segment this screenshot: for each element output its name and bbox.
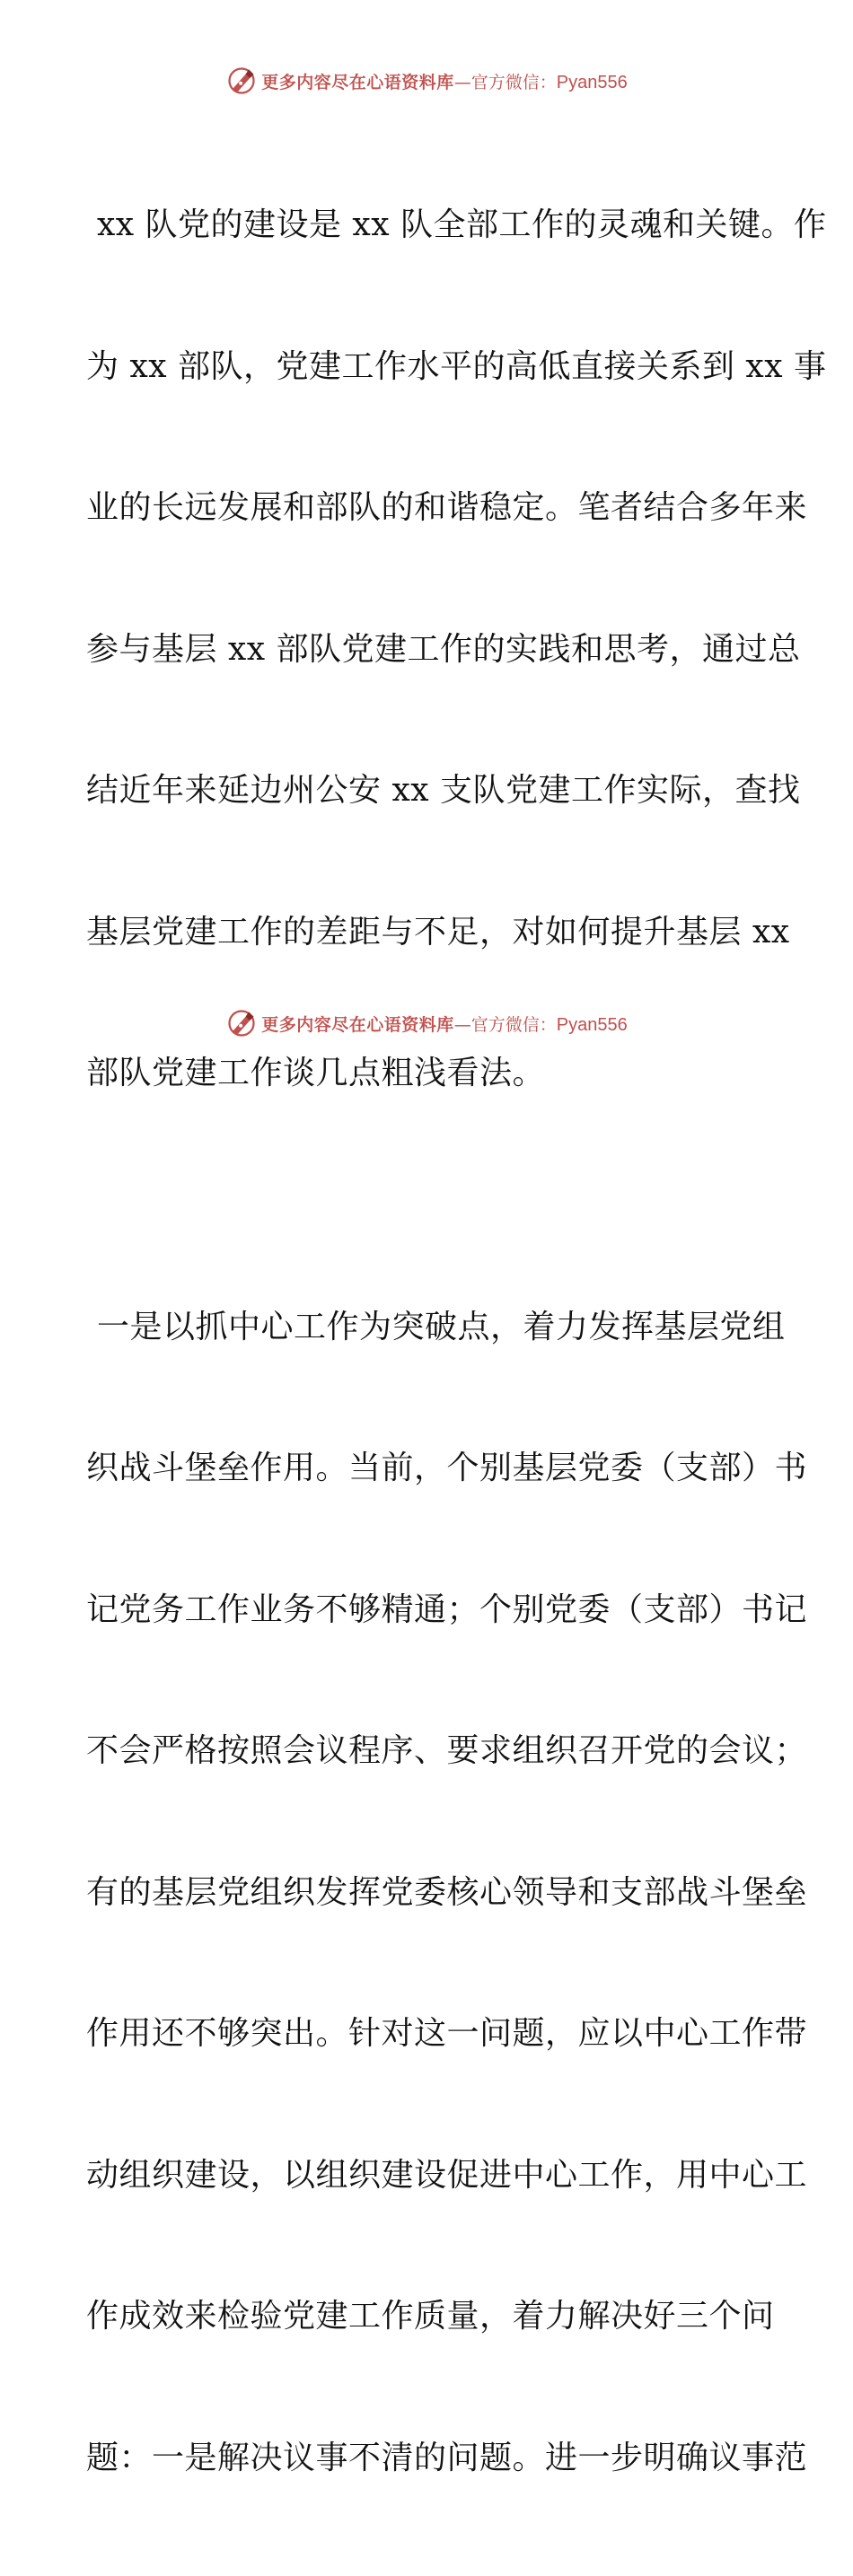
text-line: 织战斗堡垒作用。当前，个别基层党委（支部）书	[86, 1445, 769, 1493]
document-body	[86, 108, 769, 2576]
text-line: 部队党建工作谈几点粗浅看法。	[86, 1050, 769, 1098]
text-line: 有的基层党组织发挥党委核心领导和支部战斗堡垒	[86, 1870, 769, 1917]
text-line: 作成效来检验党建工作质量，着力解决好三个问	[86, 2293, 769, 2341]
text-line: 为 xx 部队，党建工作水平的高低直接关系到 xx 事	[86, 344, 769, 391]
text-line: 基层党建工作的差距与不足，对如何提升基层 xx	[86, 909, 769, 957]
banner-separator: —	[454, 73, 471, 92]
pen-logo-icon	[225, 1007, 258, 1039]
banner-title: 更多内容尽在心语资料库	[261, 1012, 454, 1036]
text-line: 参与基层 xx 部队党建工作的实践和思考，通过总	[86, 626, 769, 674]
banner-separator: —	[454, 1015, 471, 1035]
banner-wechat-id: Pyan556	[557, 1015, 628, 1036]
text-line: 不会严格按照会议程序、要求组织召开党的会议；	[86, 1728, 769, 1775]
banner-wechat-label: 官方微信：	[471, 69, 557, 93]
text-line: 一是以抓中心工作为突破点，着力发挥基层党组	[86, 1304, 769, 1352]
text-line: 题：一是解决议事不清的问题。进一步明确议事范	[86, 2435, 769, 2483]
text-line: 结近年来延边州公安 xx 支队党建工作实际，查找	[86, 767, 769, 815]
text-line: xx 队党的建设是 xx 队全部工作的灵魂和关键。作	[86, 202, 769, 250]
banner-wechat-id: Pyan556	[557, 73, 628, 93]
banner-wechat-label: 官方微信：	[471, 1012, 557, 1036]
text-line: 作用还不够突出。针对这一问题，应以中心工作带	[86, 2011, 769, 2058]
text-line: 动组织建设，以组织建设促进中心工作，用中心工	[86, 2152, 769, 2200]
header-banner	[0, 63, 853, 99]
pen-logo-icon	[225, 65, 258, 97]
paragraph-point-one	[86, 1210, 769, 2576]
text-line: 记党务工作业务不够精通；个别党委（支部）书记	[86, 1587, 769, 1634]
text-line: 业的长远发展和部队的和谐稳定。笔者结合多年来	[86, 485, 769, 532]
footer-banner	[0, 1005, 853, 1041]
banner-title: 更多内容尽在心语资料库	[261, 69, 454, 93]
